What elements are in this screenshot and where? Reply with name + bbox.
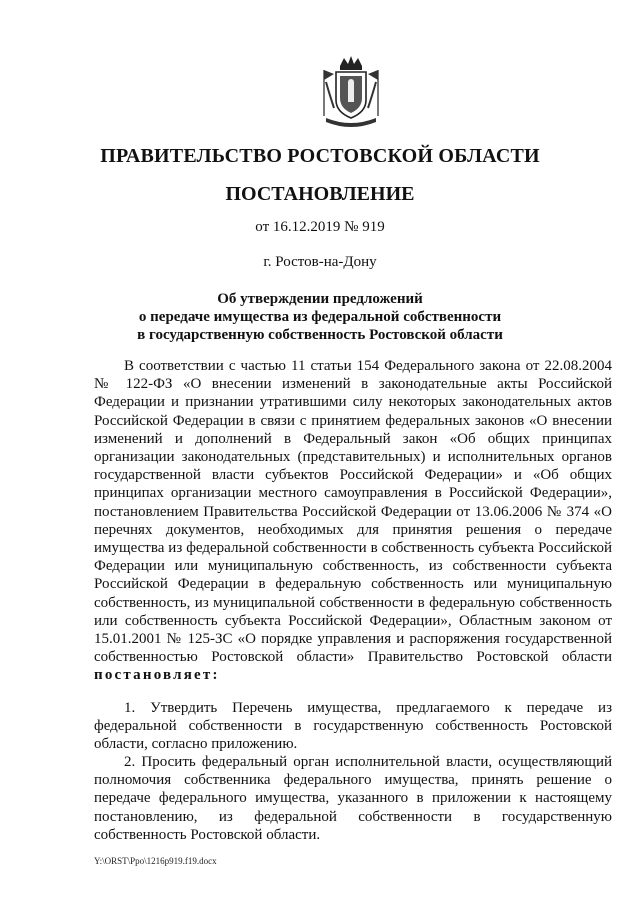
file-path-footer: Y:\ORST\Ppo\1216p919.f19.docx xyxy=(94,856,217,866)
document-title xyxy=(0,290,640,344)
document-title-line: Об утверждении предложений xyxy=(217,291,423,307)
preamble-text: В соответствии с частью 11 статьи 154 Федерального закона от 22.08.2004 № 122-ФЗ «О внесении изменений в законодательные акты Российской Федерации и признании утратившими силу некоторых законодательных актов Российской Федерации в связи с принятием федеральных законов «О внесении изменений и дополнений в Федеральный закон «Об общих принципах организации законодательных (представительных) и исполнительных органов государственной власти субъектов Российской Федерации» и «Об общих принципах организации местного самоуправления в Российской Федерации», постановлением Правительства Российской Федерации от 13.06.2006 № 374 «О перечнях документов, необходимых для принятия решения о передаче имущества из федеральной собственности в собственность субъекта Российской Федерации или муниципальную собственность, из собственности субъекта Российской Федерации в федеральную собственность или муниципальную собственность, из муниципальной собственности в федеральную собственность или собственность субъекта Российской Федерации», Областным законом от 15.01.2001 № 125-ЗС «О порядке управления и распоряжения государственной собственностью Ростовской области» Правительство Ростовской области xyxy=(94,358,612,666)
document-city: г. Ростов-на-Дону xyxy=(263,254,377,270)
document-title-line: о передаче имущества из федеральной собственности xyxy=(138,309,502,325)
organization-name: ПРАВИТЕЛЬСТВО РОСТОВСКОЙ ОБЛАСТИ xyxy=(100,145,540,167)
document-date-number: от 16.12.2019 № 919 xyxy=(255,219,385,235)
document-type: ПОСТАНОВЛЕНИЕ xyxy=(225,183,415,205)
preamble-paragraph xyxy=(94,357,612,685)
document-title-line: в государственную собственность Ростовской области xyxy=(137,327,503,343)
item-1-paragraph: 1. Утвердить Перечень имущества, предлагаемого к передаче из федеральной собственности в государственную собственность Ростовской области, согласно приложению. xyxy=(94,700,612,753)
rostov-oblast-coat-of-arms-icon xyxy=(316,52,386,130)
item-2-paragraph: 2. Просить федеральный орган исполнительной власти, осуществляющий полномочия собственника федерального имущества, принять решение о передаче федерального имущества, указанного в приложении к настоящему постановлению, из федеральной собственности в государственную собственность Ростовской области. xyxy=(94,754,612,843)
decree-word: постановляет: xyxy=(94,667,220,684)
